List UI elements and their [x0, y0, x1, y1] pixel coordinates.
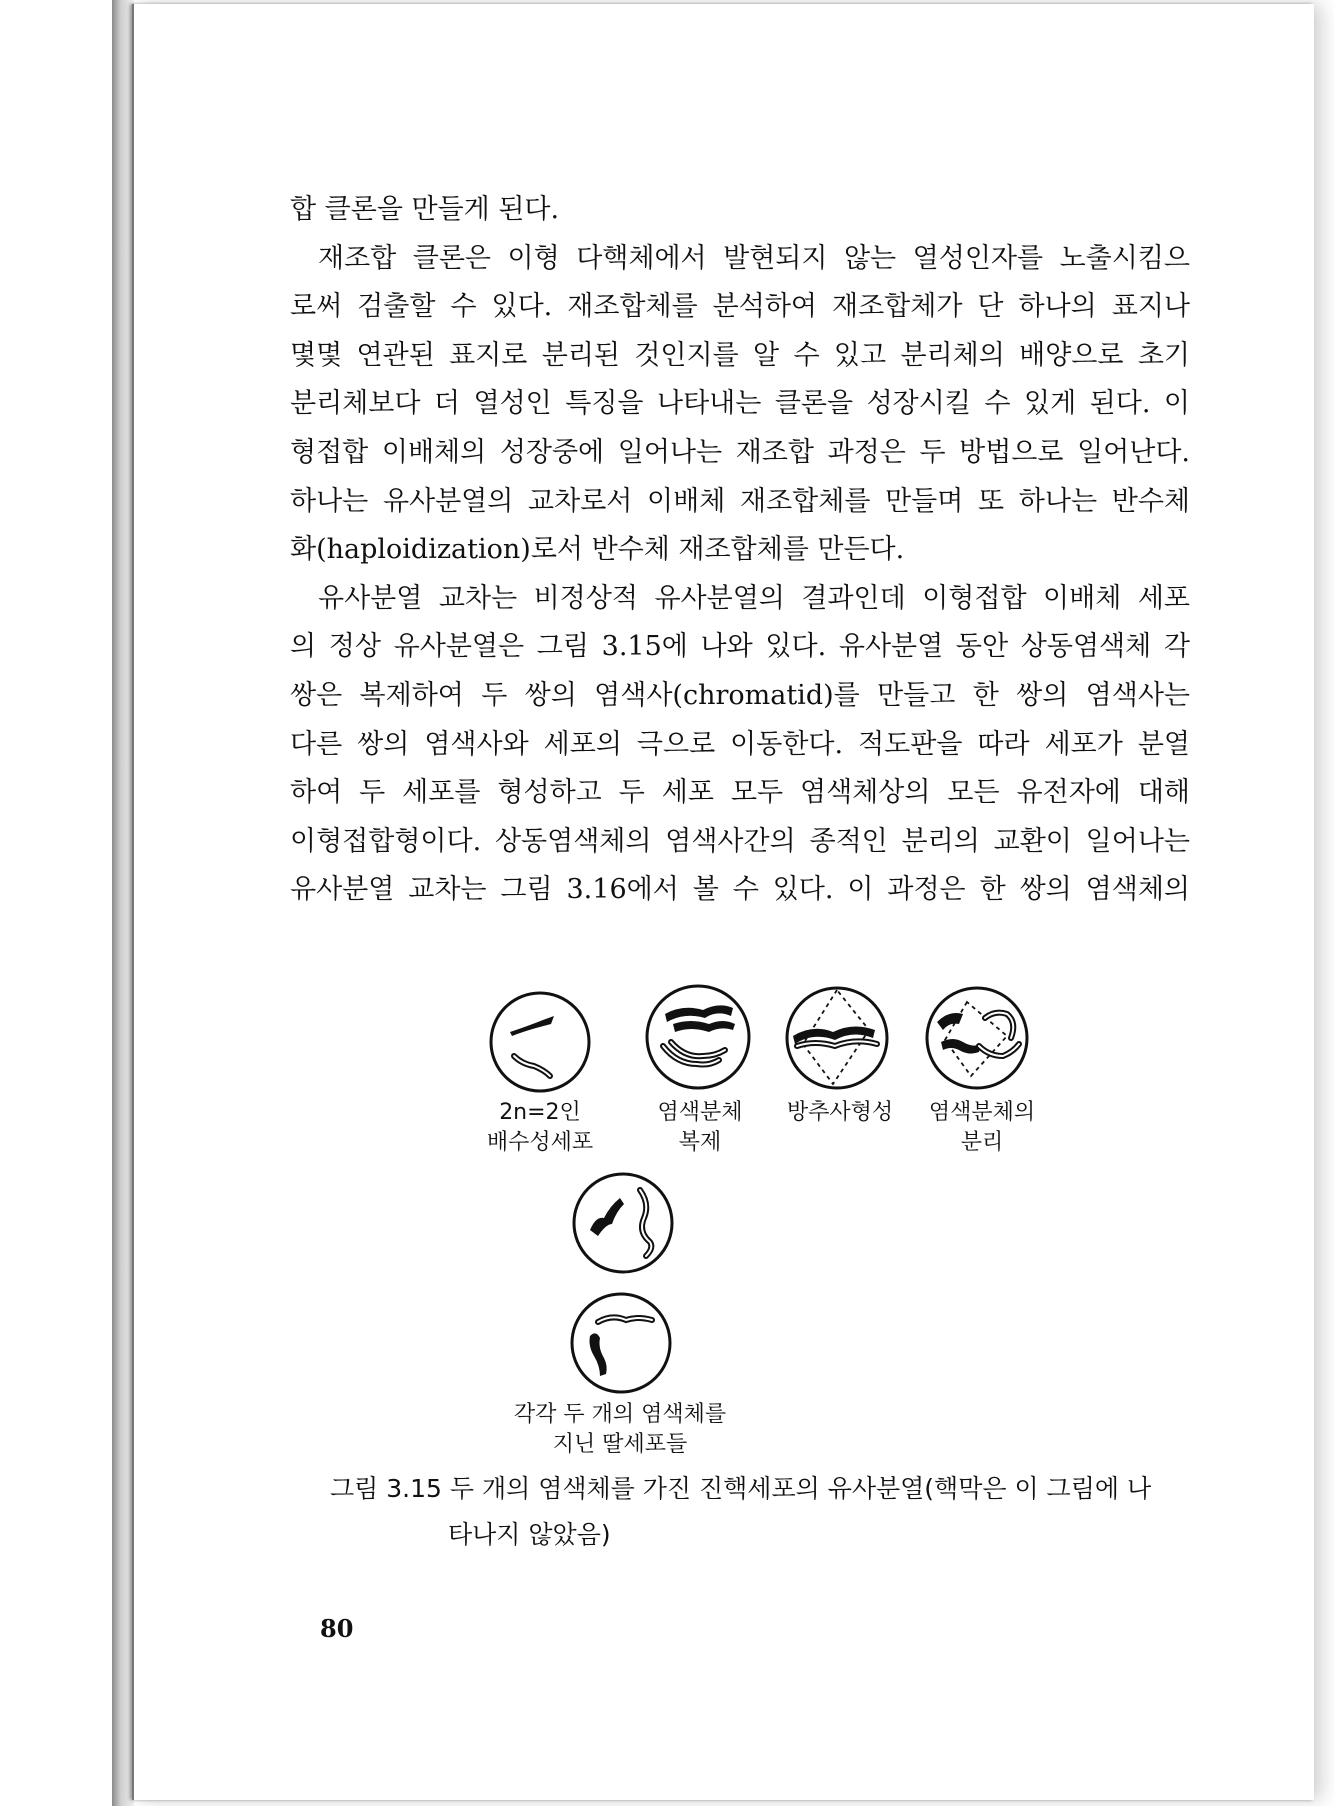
- label-replication: 염색분체 복제: [657, 1100, 743, 1155]
- body-line: 몇몇 연관된 표지로 분리된 것인지를 알 수 있고 분리체의 배양으로 초기: [290, 339, 1190, 371]
- body-line: 합 클론을 만들게 된다.: [290, 194, 560, 225]
- body-line: 다른 쌍의 염색사와 세포의 극으로 이동한다. 적도판을 따라 세포가 분열: [290, 728, 1190, 760]
- body-line: 화(haploidization)로서 반수체 재조합체를 만든다.: [290, 534, 905, 566]
- label-diploid-cell: 2n=2인 배수성세포: [486, 1100, 594, 1155]
- mitosis-figure: [480, 980, 1080, 1460]
- caption-line-1: 그림 3.15 두 개의 염색체를 가진 진핵세포의 유사분열(핵막은 이 그림에 나: [330, 1474, 1152, 1503]
- body-line: 유사분열 교차는 비정상적 유사분열의 결과인데 이형접합 이배체 세포: [318, 582, 1190, 614]
- page-number: 80: [320, 1614, 354, 1643]
- body-line: 재조합 클론은 이형 다핵체에서 발현되지 않는 열성인자를 노출시킴으: [318, 242, 1190, 274]
- label-daughter-cells: 각각 두 개의 염색체를 지닌 딸세포들: [513, 1402, 727, 1457]
- body-line: 하나는 유사분열의 교차로서 이배체 재조합체를 만들며 또 하나는 반수체: [290, 485, 1190, 517]
- label-separation: 염색분체의 분리: [928, 1100, 1036, 1155]
- body-line: 유사분열 교차는 그림 3.16에서 볼 수 있다. 이 과정은 한 쌍의 염색체의: [290, 874, 1190, 906]
- body-line: 쌍은 복제하여 두 쌍의 염색사(chromatid)를 만들고 한 쌍의 염색사는: [290, 679, 1190, 711]
- body-line: 의 정상 유사분열은 그림 3.15에 나와 있다. 유사분열 동안 상동염색체 각: [290, 631, 1190, 663]
- body-line: 하여 두 세포를 형성하고 두 세포 모두 염색체상의 모든 유전자에 대해: [290, 777, 1190, 809]
- cell-diploid: [488, 990, 592, 1094]
- body-line: 로써 검출할 수 있다. 재조합체를 분석하여 재조합체가 단 하나의 표지나: [290, 291, 1190, 323]
- body-line: 분리체보다 더 열성인 특징을 나타내는 클론을 성장시킬 수 있게 된다. 이: [290, 388, 1190, 420]
- body-line: 이형접합형이다. 상동염색체의 염색사간의 종적인 분리의 교환이 일어나는: [290, 825, 1190, 857]
- caption-line-2: 타나지 않았음): [448, 1520, 611, 1549]
- body-text: [290, 186, 1190, 915]
- daughter-cell-2: [568, 1290, 674, 1396]
- daughter-cell-1: [570, 1170, 676, 1276]
- cell-spindle: [783, 984, 891, 1092]
- label-spindle: 방추사형성: [786, 1100, 894, 1125]
- book-spine-shadow: [112, 0, 134, 1806]
- cell-replication: [643, 982, 753, 1092]
- cell-separation: [923, 984, 1031, 1092]
- figure-caption: [330, 1466, 1190, 1558]
- body-line: 형접합 이배체의 성장중에 일어나는 재조합 과정은 두 방법으로 일어난다.: [290, 436, 1190, 468]
